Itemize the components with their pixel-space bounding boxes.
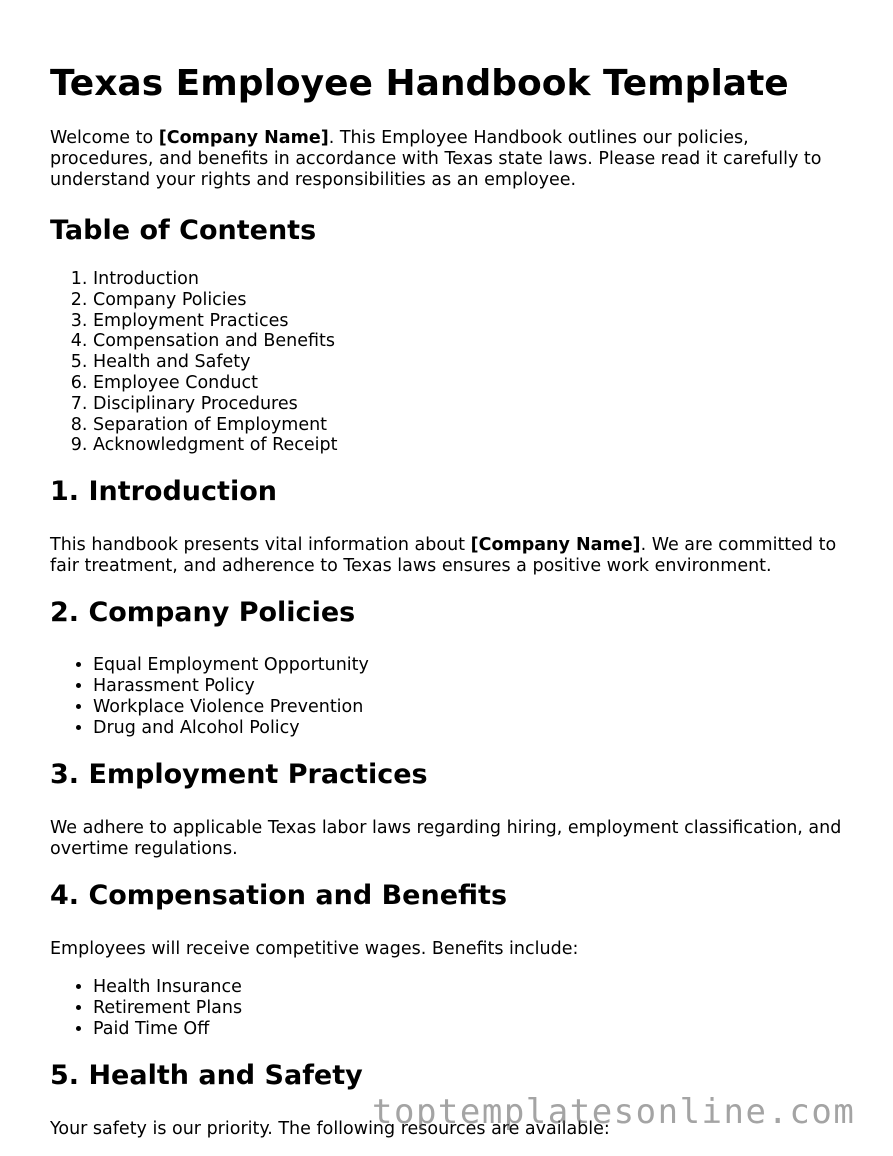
document-page <box>50 0 850 1140</box>
toc-item: 1. Introduction <box>93 269 850 290</box>
employment-practices-heading: 3. Employment Practices <box>50 759 428 791</box>
benefit-item: • Retirement Plans <box>93 998 850 1019</box>
introduction-prefix: This handbook presents vital information about <box>50 535 471 556</box>
toc-item: 6. Employee Conduct <box>93 373 850 394</box>
company-policies-list <box>50 655 850 738</box>
toc-item: 5. Health and Safety <box>93 352 850 373</box>
policy-item: • Workplace Violence Prevention <box>93 697 850 718</box>
policy-item: • Equal Employment Opportunity <box>93 655 850 676</box>
health-safety-paragraph: Your safety is our priority. The following resources are available: <box>50 1118 610 1139</box>
intro-suffix: . This Employee Handbook outlines our policies, procedures, and benefits in accordance with Texas state laws. Please read it carefully to understand your rights and responsibilities as an employee. <box>50 128 822 190</box>
intro-company-name: [Company Name] <box>158 128 329 148</box>
intro-prefix: Welcome to <box>50 128 159 148</box>
company-policies-heading: 2. Company Policies <box>50 597 356 629</box>
watermark-text: toptemplatesonline.com <box>372 1092 856 1132</box>
benefits-list <box>50 977 850 1039</box>
policy-item: • Drug and Alcohol Policy <box>93 718 850 739</box>
toc-item: 8. Separation of Employment <box>93 415 850 436</box>
introduction-paragraph <box>50 535 850 577</box>
page-title: Texas Employee Handbook Template <box>50 63 789 104</box>
benefit-item: • Health Insurance <box>93 977 850 998</box>
compensation-heading: 4. Compensation and Benefits <box>50 880 508 912</box>
toc-heading: Table of Contents <box>50 215 317 246</box>
toc-list <box>50 269 850 456</box>
employment-practices-paragraph: We adhere to applicable Texas labor laws regarding hiring, employment classification, and overtime regulations. <box>50 818 842 860</box>
benefit-item: • Paid Time Off <box>93 1019 850 1040</box>
toc-item: 2. Company Policies <box>93 290 850 311</box>
introduction-company-name: [Company Name] <box>470 535 641 556</box>
introduction-heading: 1. Introduction <box>50 476 277 508</box>
policy-item: • Harassment Policy <box>93 676 850 697</box>
toc-item: 3. Employment Practices <box>93 311 850 332</box>
toc-item: 4. Compensation and Benefits <box>93 331 850 352</box>
intro-paragraph <box>50 128 850 191</box>
health-safety-heading: 5. Health and Safety <box>50 1059 363 1091</box>
introduction-suffix: . We are committed to fair treatment, and adherence to Texas laws ensures a positive work environment. <box>50 535 837 577</box>
compensation-paragraph: Employees will receive competitive wages. Benefits include: <box>50 939 579 960</box>
toc-item: 9. Acknowledgment of Receipt <box>93 435 850 456</box>
toc-item: 7. Disciplinary Procedures <box>93 394 850 415</box>
